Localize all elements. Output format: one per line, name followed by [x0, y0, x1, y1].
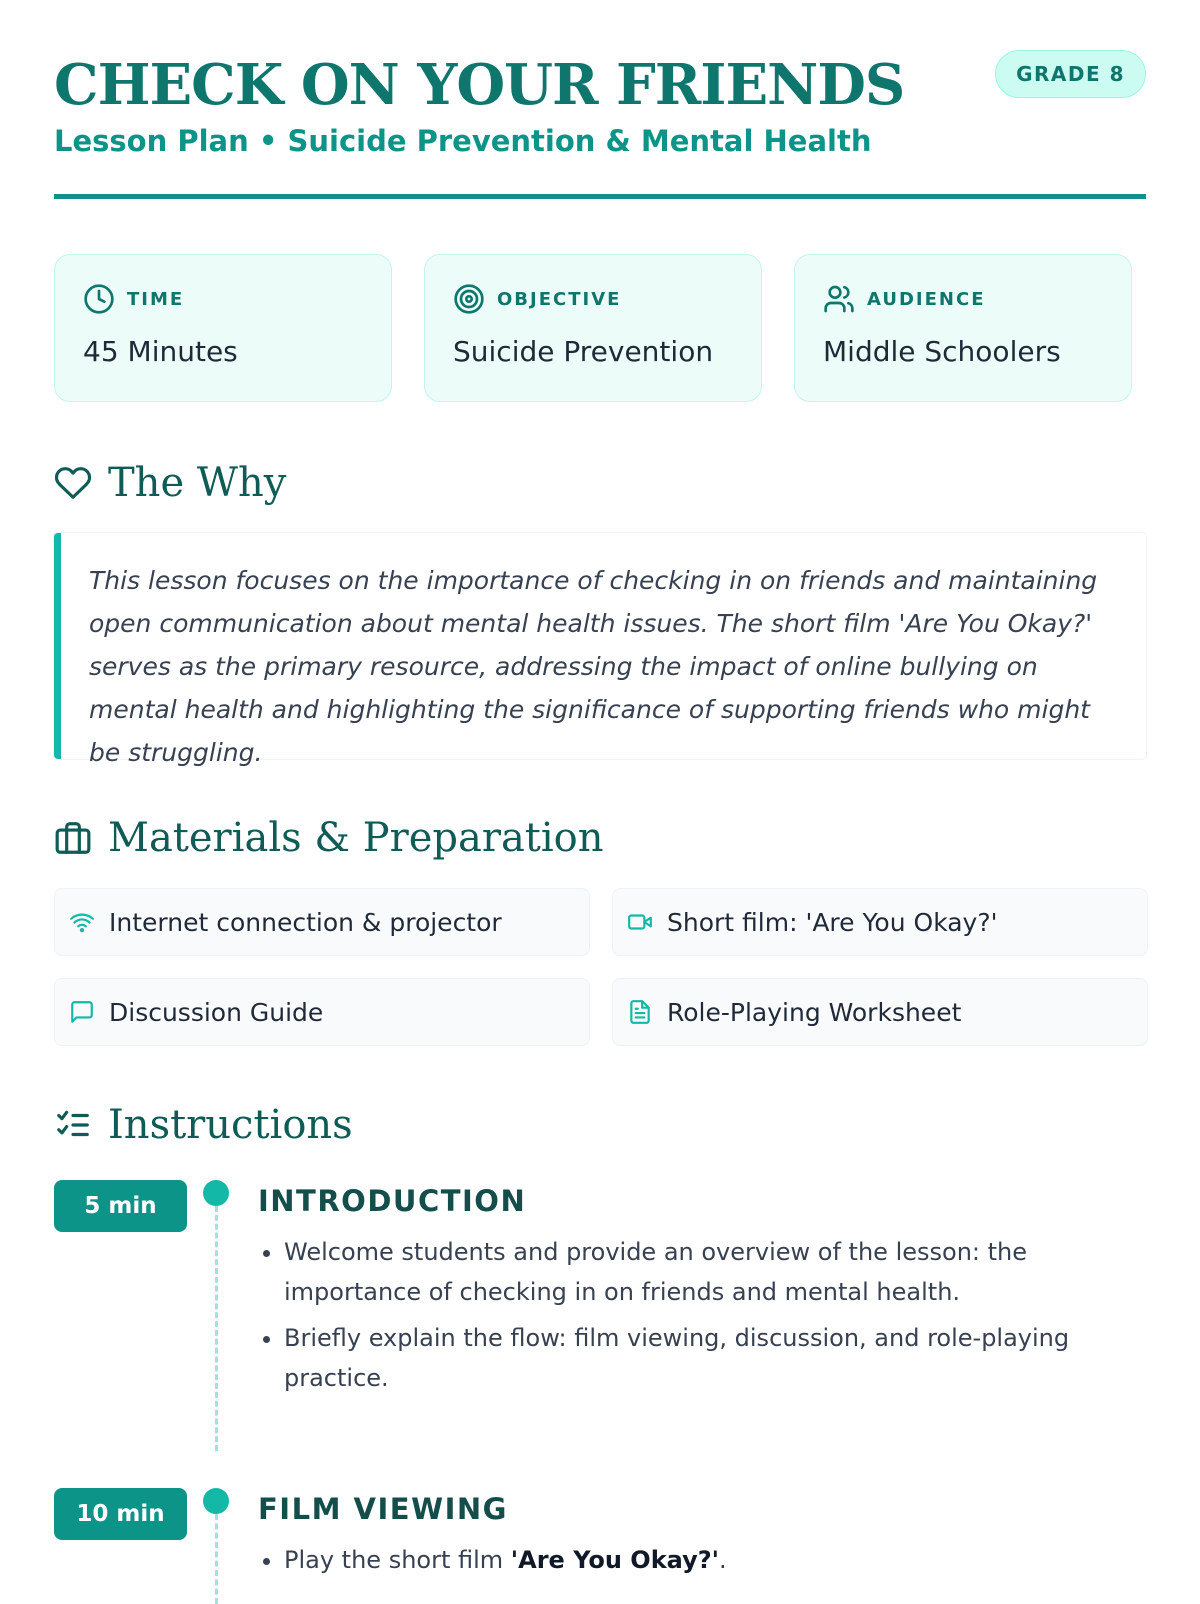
- audience-card: [794, 254, 1132, 402]
- timeline-line: [215, 1206, 218, 1451]
- objective-card-label: OBJECTIVE: [497, 288, 622, 310]
- objective-card-value: Suicide Prevention: [453, 335, 714, 368]
- instructions-heading: [54, 1102, 353, 1148]
- wifi-icon: [69, 909, 95, 935]
- target-icon: [453, 283, 485, 315]
- step-bullet-suffix: .: [719, 1546, 727, 1574]
- step-bullet: • Briefly explain the flow: film viewing, discussion, and role-playing practice.: [284, 1318, 1086, 1398]
- timeline-line: [215, 1514, 218, 1604]
- audience-card-label: AUDIENCE: [867, 288, 986, 310]
- timeline-dot: [203, 1180, 229, 1206]
- instruction-step: [54, 1488, 1146, 1600]
- step-bullets: [258, 1540, 1086, 1586]
- audience-card-value: Middle Schoolers: [823, 335, 1061, 368]
- why-heading: [54, 460, 286, 506]
- page-title: CHECK ON YOUR FRIENDS: [54, 52, 905, 118]
- info-cards: [54, 254, 1146, 404]
- step-bullet-text: Play the short film: [284, 1546, 511, 1574]
- material-item: [612, 978, 1148, 1046]
- instructions-heading-text: Instructions: [108, 1102, 353, 1148]
- document-icon: [627, 999, 653, 1025]
- why-quote: This lesson focuses on the importance of checking in on friends and maintaining open communication about mental health issues. The short film 'Are You Okay?' serves as the primary resource, addressing the impact of online bullying on mental health and highlighting the significance of supporting friends who might be struggling.: [54, 533, 1146, 759]
- briefcase-icon: [54, 819, 92, 857]
- step-duration-badge: 10 min: [54, 1488, 187, 1540]
- time-card-label: TIME: [127, 288, 185, 310]
- audience-card-label-row: [823, 283, 986, 315]
- header-divider: [54, 194, 1146, 199]
- header: [54, 50, 1146, 158]
- step-bullet: [284, 1540, 1086, 1580]
- timeline-dot: [203, 1488, 229, 1514]
- heart-icon: [54, 464, 92, 502]
- video-icon: [627, 909, 653, 935]
- grade-badge: GRADE 8: [995, 50, 1146, 98]
- step-bullet: • Welcome students and provide an overview of the lesson: the importance of checking in on friends and mental health.: [284, 1232, 1086, 1312]
- users-icon: [823, 283, 855, 315]
- time-card: [54, 254, 392, 402]
- material-item: [54, 978, 590, 1046]
- material-label: Role-Playing Worksheet: [667, 997, 962, 1027]
- materials-heading-text: Materials & Preparation: [108, 815, 604, 861]
- page-subtitle: Lesson Plan • Suicide Prevention & Mental Health: [54, 124, 872, 158]
- step-duration-badge: 5 min: [54, 1180, 187, 1232]
- instruction-step: [54, 1180, 1146, 1450]
- material-label: Internet connection & projector: [109, 907, 502, 937]
- material-label: Short film: 'Are You Okay?': [667, 907, 998, 937]
- material-item: [612, 888, 1148, 956]
- time-card-label-row: [83, 283, 184, 315]
- checklist-icon: [54, 1106, 92, 1144]
- objective-card: [424, 254, 762, 402]
- material-item: [54, 888, 590, 956]
- step-bullets: [258, 1232, 1086, 1404]
- why-heading-text: The Why: [108, 460, 287, 506]
- step-title: FILM VIEWING: [258, 1492, 508, 1526]
- material-label: Discussion Guide: [109, 997, 324, 1027]
- materials-heading: [54, 815, 604, 861]
- clock-icon: [83, 283, 115, 315]
- step-title: INTRODUCTION: [258, 1184, 527, 1218]
- time-card-value: 45 Minutes: [83, 335, 238, 368]
- message-icon: [69, 999, 95, 1025]
- film-title: 'Are You Okay?': [510, 1546, 720, 1574]
- objective-card-label-row: [453, 283, 621, 315]
